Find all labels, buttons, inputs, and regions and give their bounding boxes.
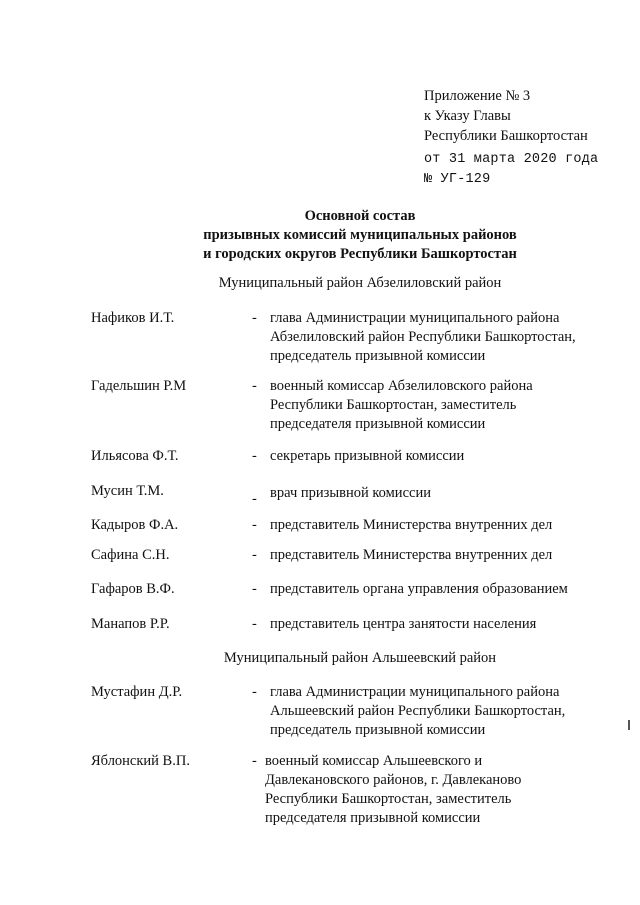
member-dash: - — [252, 616, 257, 632]
document-title — [150, 207, 570, 264]
member-role: врач призывной комиссии — [270, 485, 431, 501]
member-name: Ильясова Ф.Т. — [91, 448, 179, 464]
member-dash: - — [252, 378, 257, 394]
member-role: военный комиссар Альшеевского и Давлекановского районов, г. Давлеканово Республики Башкортостан, заместитель председателя призывной комиссии — [265, 753, 522, 826]
member-role: представитель Министерства внутренних дел — [270, 547, 553, 563]
appendix-reference: к Указу Главы — [424, 108, 511, 124]
member-role: глава Администрации муниципального района Абзелиловский район Республики Башкортостан, председатель призывной комиссии — [270, 310, 576, 364]
member-role: глава Администрации муниципального района Альшеевский район Республики Башкортостан, председатель призывной комиссии — [270, 684, 566, 738]
member-name: Манапов Р.Р. — [91, 616, 170, 632]
district-heading: Муниципальный район Альшеевский район — [223, 650, 497, 666]
member-dash: - — [252, 310, 257, 326]
member-dash: - — [252, 517, 257, 533]
member-role: представитель органа управления образованием — [270, 581, 568, 597]
member-name: Сафина С.Н. — [91, 547, 170, 563]
member-dash: - — [252, 491, 257, 507]
member-dash: - — [252, 753, 257, 769]
district-heading: Муниципальный район Абзелиловский район — [218, 275, 502, 291]
appendix-header — [424, 86, 634, 190]
decree-number: № УГ-129 — [424, 172, 491, 187]
member-name: Яблонский В.П. — [91, 753, 190, 769]
member-role: секретарь призывной комиссии — [270, 448, 465, 464]
member-name: Мусин Т.М. — [91, 483, 164, 499]
member-name: Нафиков И.Т. — [91, 310, 175, 326]
member-role: представитель центра занятости населения — [270, 616, 537, 632]
member-dash: - — [252, 581, 257, 597]
decree-date: от 31 марта 2020 года — [424, 152, 599, 167]
member-dash: - — [252, 547, 257, 563]
scan-margin-mark — [628, 720, 630, 730]
member-name: Мустафин Д.Р. — [91, 684, 183, 700]
member-dash: - — [252, 684, 257, 700]
title-line-3: и городских округов Республики Башкортостан — [203, 246, 517, 262]
member-role: военный комиссар Абзелиловского района Республики Башкортостан, заместитель председателя призывной комиссии — [270, 378, 533, 432]
appendix-republic: Республики Башкортостан — [424, 128, 588, 144]
member-dash: - — [252, 448, 257, 464]
member-name: Гафаров В.Ф. — [91, 581, 175, 597]
member-name: Гадельшин Р.М — [91, 378, 187, 394]
member-name: Кадыров Ф.А. — [91, 517, 179, 533]
member-role: представитель Министерства внутренних дел — [270, 517, 553, 533]
title-line-2: призывных комиссий муниципальных районов — [203, 227, 517, 243]
title-line-1: Основной состав — [304, 208, 416, 224]
appendix-number: Приложение № 3 — [424, 88, 531, 104]
